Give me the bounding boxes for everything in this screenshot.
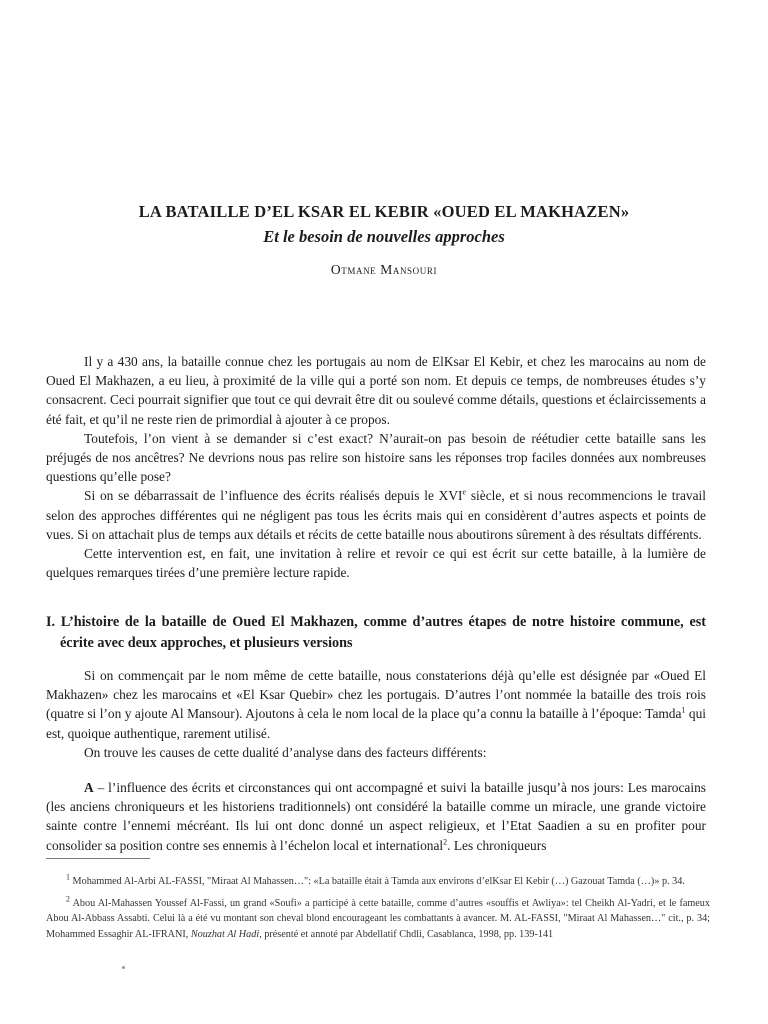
intro-paragraph-2: Toutefois, l’on vient à se demander si c’est exact? N’aurait-on pas besoin de réétudier cette bataille sans les préjugés de nos ancêtres? Ne devrions nous pas relire son histoire sans les réponses trop faciles données aux nombreuses questions qu’elle pose? [46,430,706,485]
footnote-ref-2[interactable]: 2 [443,837,448,847]
section-text [46,666,706,855]
footnote-2-text: Abou Al-Mahassen Youssef Al-Fassi, un grand «Soufi» a participé à cette bataille, comme d’autres «souffis et Awliya»: tel Cheikh Al-Yadri, et le fameux Abou Al-Abbass Assabti. Celui là a été vu montant son cheval blond encourageant les combattants à avancer. M. AL-FASSI, "Miraat Al Mahassen…" cit., p. 34; Mohammed Essaghir AL-IFRANI, [46,897,710,940]
scan-speck [122,966,125,969]
intro-paragraph-3-start: Si on se débarrassait de l’influence des écrits réalisés depuis le XVI [84,488,463,504]
footnote-ref-1[interactable]: 1 [681,705,686,715]
article-title: LA BATAILLE D’EL KSAR EL KEBIR «OUED EL MAKHAZEN» [138,202,630,221]
section-heading: I. L’histoire de la bataille de Oued El Makhazen, comme d’autres étapes de notre histoire commune, est écrite avec deux approches, et plusieurs versions [46,614,706,651]
footnote-number-1: 1 [66,872,70,882]
author-name: Otmane Mansouri [330,262,438,277]
section-paragraph-1 [46,666,706,743]
section-paragraph-1-start: Si on commençait par le nom même de cette bataille, nous constaterions déjà qu’elle est désignée par «Oued El Makhazen» chez les marocains et «El Ksar Quebir» chez les portugais. D’autres l’ont nommée la bataille des trois rois (quatre si l’on y ajoute Al Mansour). Ajoutons à cela le nom local de la place qu’a connu la bataille à l’époque: Tamda [46,668,706,722]
intro-paragraph-1: Il y a 430 ans, la bataille connue chez les portugais au nom de ElKsar El Kebir, et chez les marocains au nom de Oued El Makhazen, a eu lieu, à proximité de la ville qui a porté son nom. Et depuis ce temps, de nombreuses études s’y consacrent. Ceci pourrait signifier que tout ce qui devrait être dit ou soulevé comme détails, questions et éclaircissements a été fait, et qu’il ne reste rien de primordial à ajouter à ce propos. [46,354,706,427]
article-subtitle: Et le besoin de nouvelles approches [263,227,505,246]
section-paragraph-3-start: – l’influence des écrits et circonstances qui ont accompagné et suivi la bataille jusqu’à nos jours: Les marocains (les anciens chroniqueurs et les historiens traditionnels) ont considéré la bataille comme un miracle, une grande victoire sainte contre l’ennemi mécréant. Ils lui ont donc donné un aspect religieux, et l’Etat Saadien a su en profiter pour consolider sa position contre ses ennemis à l’échelon local et international [46,780,706,853]
footnote-2-book-title: Nouzhat Al Hadi [190,928,260,940]
footnote-2-text-end: , présenté et annoté par Abdellatif Chdli, Casablanca, 1998, pp. 139-141 [259,928,554,940]
section-paragraph-2: On trouve les causes de cette dualité d’analyse dans des facteurs différents: [84,744,487,760]
intro-paragraph-3-end: siècle, et si nous recommencions le travail selon des approches différentes qui ne négligent pas tous les écrits mais qui en considèrent d’autres aspects et points de vues. Si on attachait plus de temps aux détails et récits de cette bataille nous aboutirons sûrement à des résultats différents. [46,488,706,542]
footnote-1-text: Mohammed Al-Arbi AL-FASSI, "Miraat Al Mahassen…": «La bataille était à Tamda aux environs d’elKsar El Kebir (…) Gazouat Tamda (…)» p. 34. [72,876,685,887]
intro-paragraph-4: Cette intervention est, en fait, une invitation à relire et revoir ce qui est écrit sur cette bataille, à la lumière de quelques remarques tirées d’une première lecture rapide. [46,546,706,581]
section-paragraph-3-end: . Les chroniqueurs [447,837,547,853]
section-paragraph-1-end: qui est, quoique authentique, rarement utilisé. [46,706,706,741]
century-superscript: e [462,487,467,497]
footnote-1 [46,874,710,890]
footnote-divider [46,858,150,859]
footnote-number-2: 2 [66,894,70,904]
footnote-2 [46,896,710,943]
footnotes [46,874,710,948]
intro-text [46,352,706,582]
item-letter: A [84,780,94,796]
section-paragraph-3 [46,778,706,855]
intro-paragraph-3 [46,486,706,544]
